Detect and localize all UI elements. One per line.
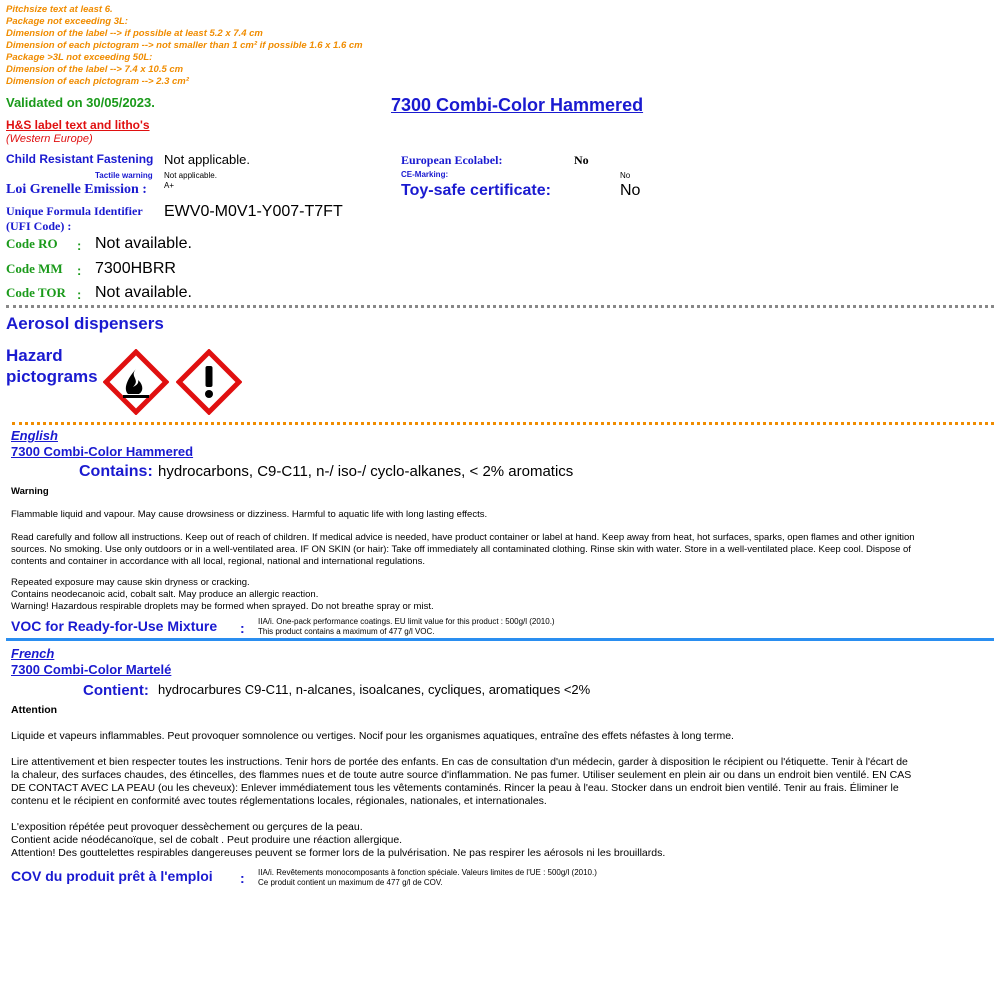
language-divider (6, 638, 994, 641)
english-voc-line1: IIA/i. One-pack performance coatings. EU limit value for this product : 500g/l (2010.) (258, 617, 555, 626)
english-signal-word: Warning (11, 486, 49, 497)
code-mm-sep: : (77, 263, 82, 278)
note-line: Dimension of each pictogram --> not smaller than 1 cm² if possible 1.6 x 1.6 cm (6, 40, 363, 51)
note-line: Dimension of the label --> 7.4 x 10.5 cm (6, 64, 184, 75)
english-precautionary-statements (11, 532, 915, 568)
english-contains-value: hydrocarbons, C9-C11, n-/ iso-/ cyclo-alkanes, < 2% aromatics (158, 463, 574, 480)
ecolabel-label: European Ecolabel: (401, 153, 503, 167)
ufi-label: Unique Formula Identifier (6, 204, 143, 218)
note-line: Pitchsize text at least 6. (6, 4, 113, 15)
french-voc-label: COV du produit prêt à l'emploi (11, 868, 213, 884)
code-ro-label: Code RO (6, 236, 58, 251)
tactile-value: Not applicable. (164, 171, 217, 180)
french-hazard-statements: Liquide et vapeurs inflammables. Peut provoquer somnolence ou vertiges. Nocif pour les organismes aquatiques, entraîne des effets néfastes à long terme. (11, 730, 734, 742)
text-line: contenu et le récipient en conformité avec toutes réglementations locales, régionales, nationales, et internationales. (11, 795, 547, 807)
aerosol-heading: Aerosol dispensers (6, 314, 164, 333)
french-precautionary-statements (11, 756, 911, 808)
product-title: 7300 Combi-Color Hammered (391, 95, 644, 115)
toy-label: Toy-safe certificate: (401, 182, 551, 199)
note-line: Dimension of each pictogram --> 2.3 cm² (6, 76, 189, 87)
text-line: Lire attentivement et bien respecter toutes les instructions. Tenir hors de portée des enfants. En cas de consultation d'un médecin, garder à disposition le récipient ou l'étiquette. Tenir à l'écart de (11, 756, 908, 768)
english-voc-sep: : (240, 620, 245, 636)
french-voc-line1: IIA/i. Revêtements monocomposants à fonction spéciale. Valeurs limites de l'UE : 500g/l (2010.) (258, 868, 597, 877)
grenelle-value: A+ (164, 181, 175, 190)
label-guidance-notes (6, 4, 363, 88)
english-supplemental-info (11, 577, 434, 613)
text-line: Repeated exposure may cause skin dryness or cracking. (11, 577, 250, 588)
section-divider (6, 305, 994, 308)
french-product-name: 7300 Combi-Color Martelé (11, 662, 172, 677)
code-ro-value: Not available. (95, 235, 192, 252)
code-tor-value: Not available. (95, 284, 192, 301)
text-line: Read carefully and follow all instructions. Keep out of reach of children. If medical advice is needed, have product container or label at hand. Keep away from heat, hot surfaces, sparks, open flames and other ignition (11, 532, 915, 543)
french-lang-heading: French (11, 646, 55, 661)
english-hazard-statements: Flammable liquid and vapour. May cause drowsiness or dizziness. Harmful to aquatic life with long lasting effects. (11, 509, 488, 520)
french-contains-label: Contient: (83, 682, 149, 699)
hazard-heading-2: pictograms (6, 367, 98, 386)
ce-value: No (620, 171, 631, 180)
tactile-label: Tactile warning (95, 171, 153, 180)
code-mm-label: Code MM (6, 261, 63, 276)
note-line: Package not exceeding 3L: (6, 16, 128, 27)
text-line: Attention! Des gouttelettes respirables dangereuses peuvent se former lors de la pulvérisation. Ne pas respirer les aérosols ni les brouillards. (11, 847, 666, 859)
english-product-name: 7300 Combi-Color Hammered (11, 444, 194, 459)
french-voc-line2: Ce produit contient un maximum de 477 g/l de COV. (258, 878, 443, 887)
code-ro-sep: : (77, 238, 82, 253)
ce-label: CE-Marking: (401, 170, 449, 179)
exclamation-icon (176, 349, 242, 415)
french-supplemental-info (11, 821, 665, 860)
ufi-label-2: (UFI Code) : (6, 219, 72, 233)
english-contains-label: Contains: (79, 463, 153, 480)
french-voc-sep: : (240, 870, 245, 886)
ufi-value: EWV0-M0V1-Y007-T7FT (164, 203, 343, 220)
text-line: sources. No smoking. Use only outdoors or in a well-ventilated area. IF ON SKIN (or hair): Take off immediately all contaminated clothing. Rinse skin with water. Store in a well-ventilated place. Keep cool. Dispose of (11, 544, 911, 555)
grenelle-label: Loi Grenelle Emission : (6, 182, 147, 197)
crf-label: Child Resistant Fastening (6, 152, 154, 166)
text-line: Contient acide néodécanoïque, sel de cobalt . Peut produire une réaction allergique. (11, 834, 403, 846)
english-voc-label: VOC for Ready-for-Use Mixture (11, 618, 218, 634)
text-line: Warning! Hazardous respirable droplets may be formed when sprayed. Do not breathe spray or mist. (11, 601, 434, 612)
french-contains-value: hydrocarbures C9-C11, n-alcanes, isoalcanes, cycliques, aromatiques <2% (158, 682, 591, 697)
english-lang-heading: English (11, 428, 58, 443)
flame-icon (103, 349, 169, 415)
note-line: Package >3L not exceeding 50L: (6, 52, 153, 63)
orange-divider (12, 422, 994, 425)
text-line: DE CONTACT AVEC LA PEAU (ou les cheveux): Enlever immédiatement tous les vêtements contaminés. Rincer la peau à l'eau. Stocker dans un endroit bien ventilé. Tenir au frais. Éliminer le (11, 782, 899, 794)
hazard-heading: Hazard (6, 346, 63, 365)
text-line: Contains neodecanoic acid, cobalt salt. May produce an allergic reaction. (11, 589, 319, 600)
hs-label-link[interactable]: H&S label text and litho's (6, 118, 150, 132)
text-line: la chaleur, des surfaces chaudes, des étincelles, des flammes nues et de toute autre source d'inflammation. Ne pas fumer. Utiliser seulement en plein air ou dans un endroit bien ventilé. EN CAS (11, 769, 912, 781)
text-line: contents and container in accordance with all local, regional, national and international regulations. (11, 556, 426, 567)
ecolabel-value: No (574, 153, 589, 167)
code-tor-label: Code TOR (6, 285, 66, 300)
english-voc-line2: This product contains a maximum of 477 g/l VOC. (258, 627, 435, 636)
region-text: (Western Europe) (6, 133, 93, 145)
code-tor-sep: : (77, 287, 82, 302)
validated-date: Validated on 30/05/2023. (6, 95, 155, 110)
code-mm-value: 7300HBRR (95, 260, 176, 277)
crf-value: Not applicable. (164, 152, 250, 167)
note-line: Dimension of the label --> if possible at least 5.2 x 7.4 cm (6, 28, 263, 39)
text-line: L'exposition répétée peut provoquer dessèchement ou gerçures de la peau. (11, 821, 363, 833)
toy-value: No (620, 182, 641, 199)
french-signal-word: Attention (11, 704, 58, 716)
